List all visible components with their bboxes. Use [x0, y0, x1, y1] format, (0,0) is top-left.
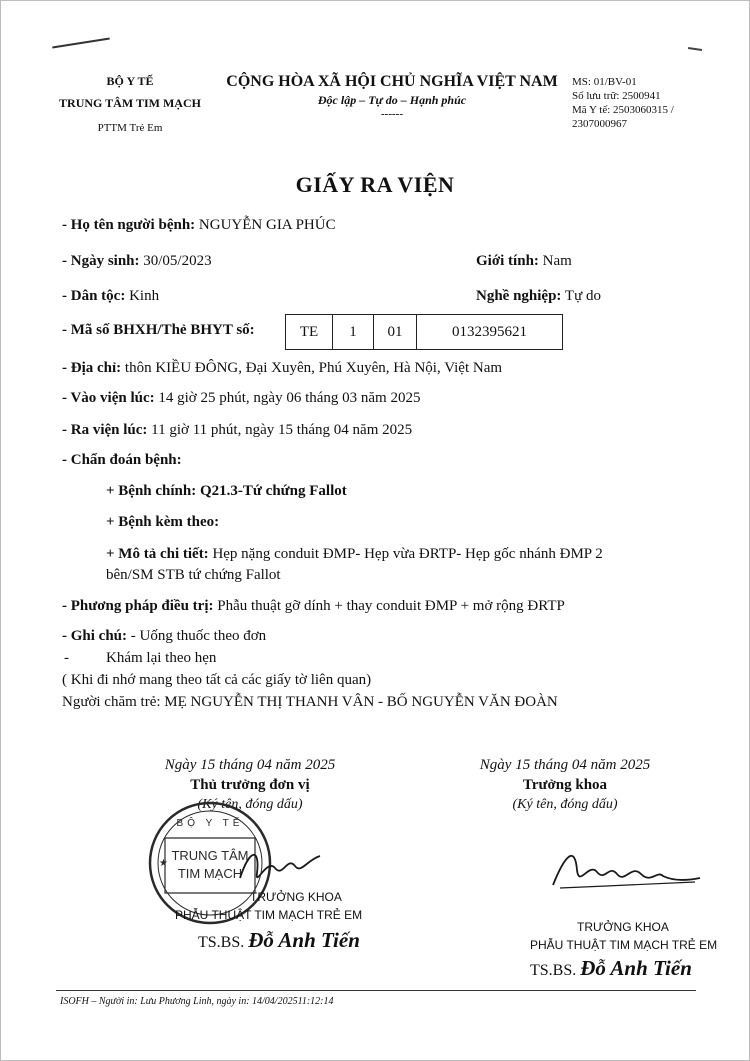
- left-role-2: PHẪU THUẬT TIM MẠCH TRẺ EM: [175, 908, 363, 922]
- main-disease-label: + Bệnh chính:: [106, 483, 197, 499]
- secondary-disease-row: [106, 514, 219, 531]
- address-label: - Địa chỉ:: [62, 360, 122, 376]
- right-role-2: PHẪU THUẬT TIM MẠCH TRẺ EM: [530, 938, 718, 952]
- stamp-line-1: TRUNG TÂM: [171, 848, 249, 863]
- insurance-cell-number: 0132395621: [452, 323, 527, 340]
- occupation-label: Nghề nghiệp:: [476, 288, 562, 304]
- treatment-row: [62, 598, 565, 615]
- discharge-row: [62, 422, 412, 439]
- address-row: [62, 360, 502, 377]
- archive-number: Số lưu trữ: 2500941: [572, 90, 661, 102]
- document-title: GIẤY RA VIỆN: [295, 172, 455, 197]
- national-motto: Độc lập – Tự do – Hạnh phúc: [317, 93, 467, 107]
- center-name: TRUNG TÂM TIM MẠCH: [59, 96, 201, 110]
- patient-name-label: - Họ tên người bệnh:: [62, 217, 196, 233]
- notes-item-2: Khám lại theo hẹn: [106, 650, 217, 666]
- right-signer-name: Đỗ Anh Tiến: [580, 956, 692, 980]
- footer-divider: [56, 990, 696, 991]
- right-signer-name-row: [530, 956, 692, 981]
- detail-value-line1: Hẹp nặng conduit ĐMP- Hẹp vừa ĐRTP- Hẹp gốc nhánh ĐMP 2: [212, 546, 603, 562]
- address-value: thôn KIỀU ĐÔNG, Đại Xuyên, Phú Xuyên, Hà Nội, Việt Nam: [124, 360, 503, 376]
- occupation-row: [476, 288, 601, 305]
- notes-item-2-dash: -: [64, 650, 69, 666]
- detail-value-line2: bên/SM STB tứ chứng Fallot: [106, 567, 281, 583]
- reminder-text: ( Khi đi nhớ mang theo tất cả các giấy tờ liên quan): [62, 672, 372, 688]
- insurance-cell-region: 01: [374, 315, 417, 349]
- right-sign-hint: (Ký tên, đóng dấu): [512, 797, 618, 812]
- right-sign-title: Trưởng khoa: [522, 777, 608, 793]
- caregiver-text: Người chăm trẻ: MẸ NGUYỄN THỊ THANH VÂN - BỐ NGUYỄN VĂN ĐOÀN: [62, 694, 558, 710]
- dob-value: 30/05/2023: [143, 253, 212, 269]
- patient-name-row: [62, 217, 336, 234]
- insurance-cell-prefix: TE: [286, 315, 333, 349]
- medical-id: Mã Y tế: 2503060315 /: [572, 104, 674, 116]
- right-sign-date: Ngày 15 tháng 04 năm 2025: [479, 757, 651, 773]
- gender-label: Giới tính:: [476, 253, 539, 269]
- patient-name-value: NGUYỄN GIA PHÚC: [198, 217, 336, 233]
- secondary-disease-label: + Bệnh kèm theo:: [106, 514, 220, 530]
- republic-title: CỘNG HÒA XÃ HỘI CHỦ NGHĨA VIỆT NAM: [226, 73, 558, 90]
- medical-id-continued: 2307000967: [572, 118, 627, 130]
- dob-row: [62, 253, 212, 270]
- dob-label: - Ngày sinh:: [62, 253, 140, 269]
- stamp-line-2: TIM MẠCH: [177, 866, 243, 881]
- admission-label: - Vào viện lúc:: [62, 390, 155, 406]
- discharge-label: - Ra viện lúc:: [62, 422, 148, 438]
- stamp-star-icon: ★: [159, 858, 168, 869]
- stamp-top-text: BỘ Y TẾ: [176, 818, 244, 829]
- ethnicity-label: - Dân tộc:: [62, 288, 126, 304]
- motto-rule: ------: [381, 108, 403, 120]
- insurance-number-box: [285, 314, 563, 350]
- right-role-1: TRƯỞNG KHOA: [577, 920, 669, 934]
- form-code: MS: 01/BV-01: [572, 76, 637, 88]
- ethnicity-row: [62, 288, 159, 305]
- ethnicity-value: Kinh: [129, 288, 160, 304]
- insurance-cell-group: 1: [333, 315, 374, 349]
- diagnosis-label: - Chẩn đoán bệnh:: [62, 452, 182, 468]
- insurance-label: - Mã số BHXH/Thẻ BHYT số:: [62, 322, 255, 338]
- right-handwritten-signature: [545, 840, 705, 900]
- admission-row: [62, 390, 420, 407]
- treatment-label: - Phương pháp điều trị:: [62, 598, 214, 614]
- notes-row: [62, 628, 266, 645]
- right-signer-degree: TS.BS.: [530, 962, 577, 979]
- insurance-label-row: [62, 322, 255, 339]
- gender-value: Nam: [542, 253, 572, 269]
- left-sign-date: Ngày 15 tháng 04 năm 2025: [164, 757, 336, 773]
- left-signer-degree: TS.BS.: [198, 934, 245, 951]
- gender-row: [476, 253, 572, 270]
- left-signer-name-row: [198, 928, 360, 953]
- ministry-name: BỘ Y TẾ: [106, 74, 154, 88]
- detail-label: + Mô tả chi tiết:: [106, 546, 209, 562]
- admission-value: 14 giờ 25 phút, ngày 06 tháng 03 năm 2025: [158, 390, 421, 406]
- main-disease-row: [106, 483, 347, 500]
- print-footer: ISOFH – Người in: Lưu Phương Linh, ngày in: 14/04/202511:12:14: [60, 996, 334, 1007]
- main-disease-value: Q21.3-Tứ chứng Fallot: [200, 483, 347, 499]
- left-signer-name: Đỗ Anh Tiến: [248, 928, 360, 952]
- department-name: PTTM Trẻ Em: [97, 122, 163, 134]
- occupation-value: Tự do: [564, 288, 601, 304]
- treatment-value: Phẫu thuật gỡ dính + thay conduit ĐMP + mở rộng ĐRTP: [217, 598, 565, 614]
- left-sign-title: Thủ trưởng đơn vị: [190, 777, 310, 793]
- left-sign-hint: (Ký tên, đóng dấu): [197, 797, 303, 812]
- notes-label: - Ghi chú:: [62, 628, 128, 644]
- detail-row: [106, 546, 603, 563]
- left-handwritten-signature: [235, 838, 325, 898]
- notes-item-1: - Uống thuốc theo đơn: [130, 628, 267, 644]
- diagnosis-heading: [62, 452, 182, 469]
- left-role-1: TRƯỞNG KHOA: [250, 890, 342, 904]
- discharge-value: 11 giờ 11 phút, ngày 15 tháng 04 năm 2025: [151, 422, 413, 438]
